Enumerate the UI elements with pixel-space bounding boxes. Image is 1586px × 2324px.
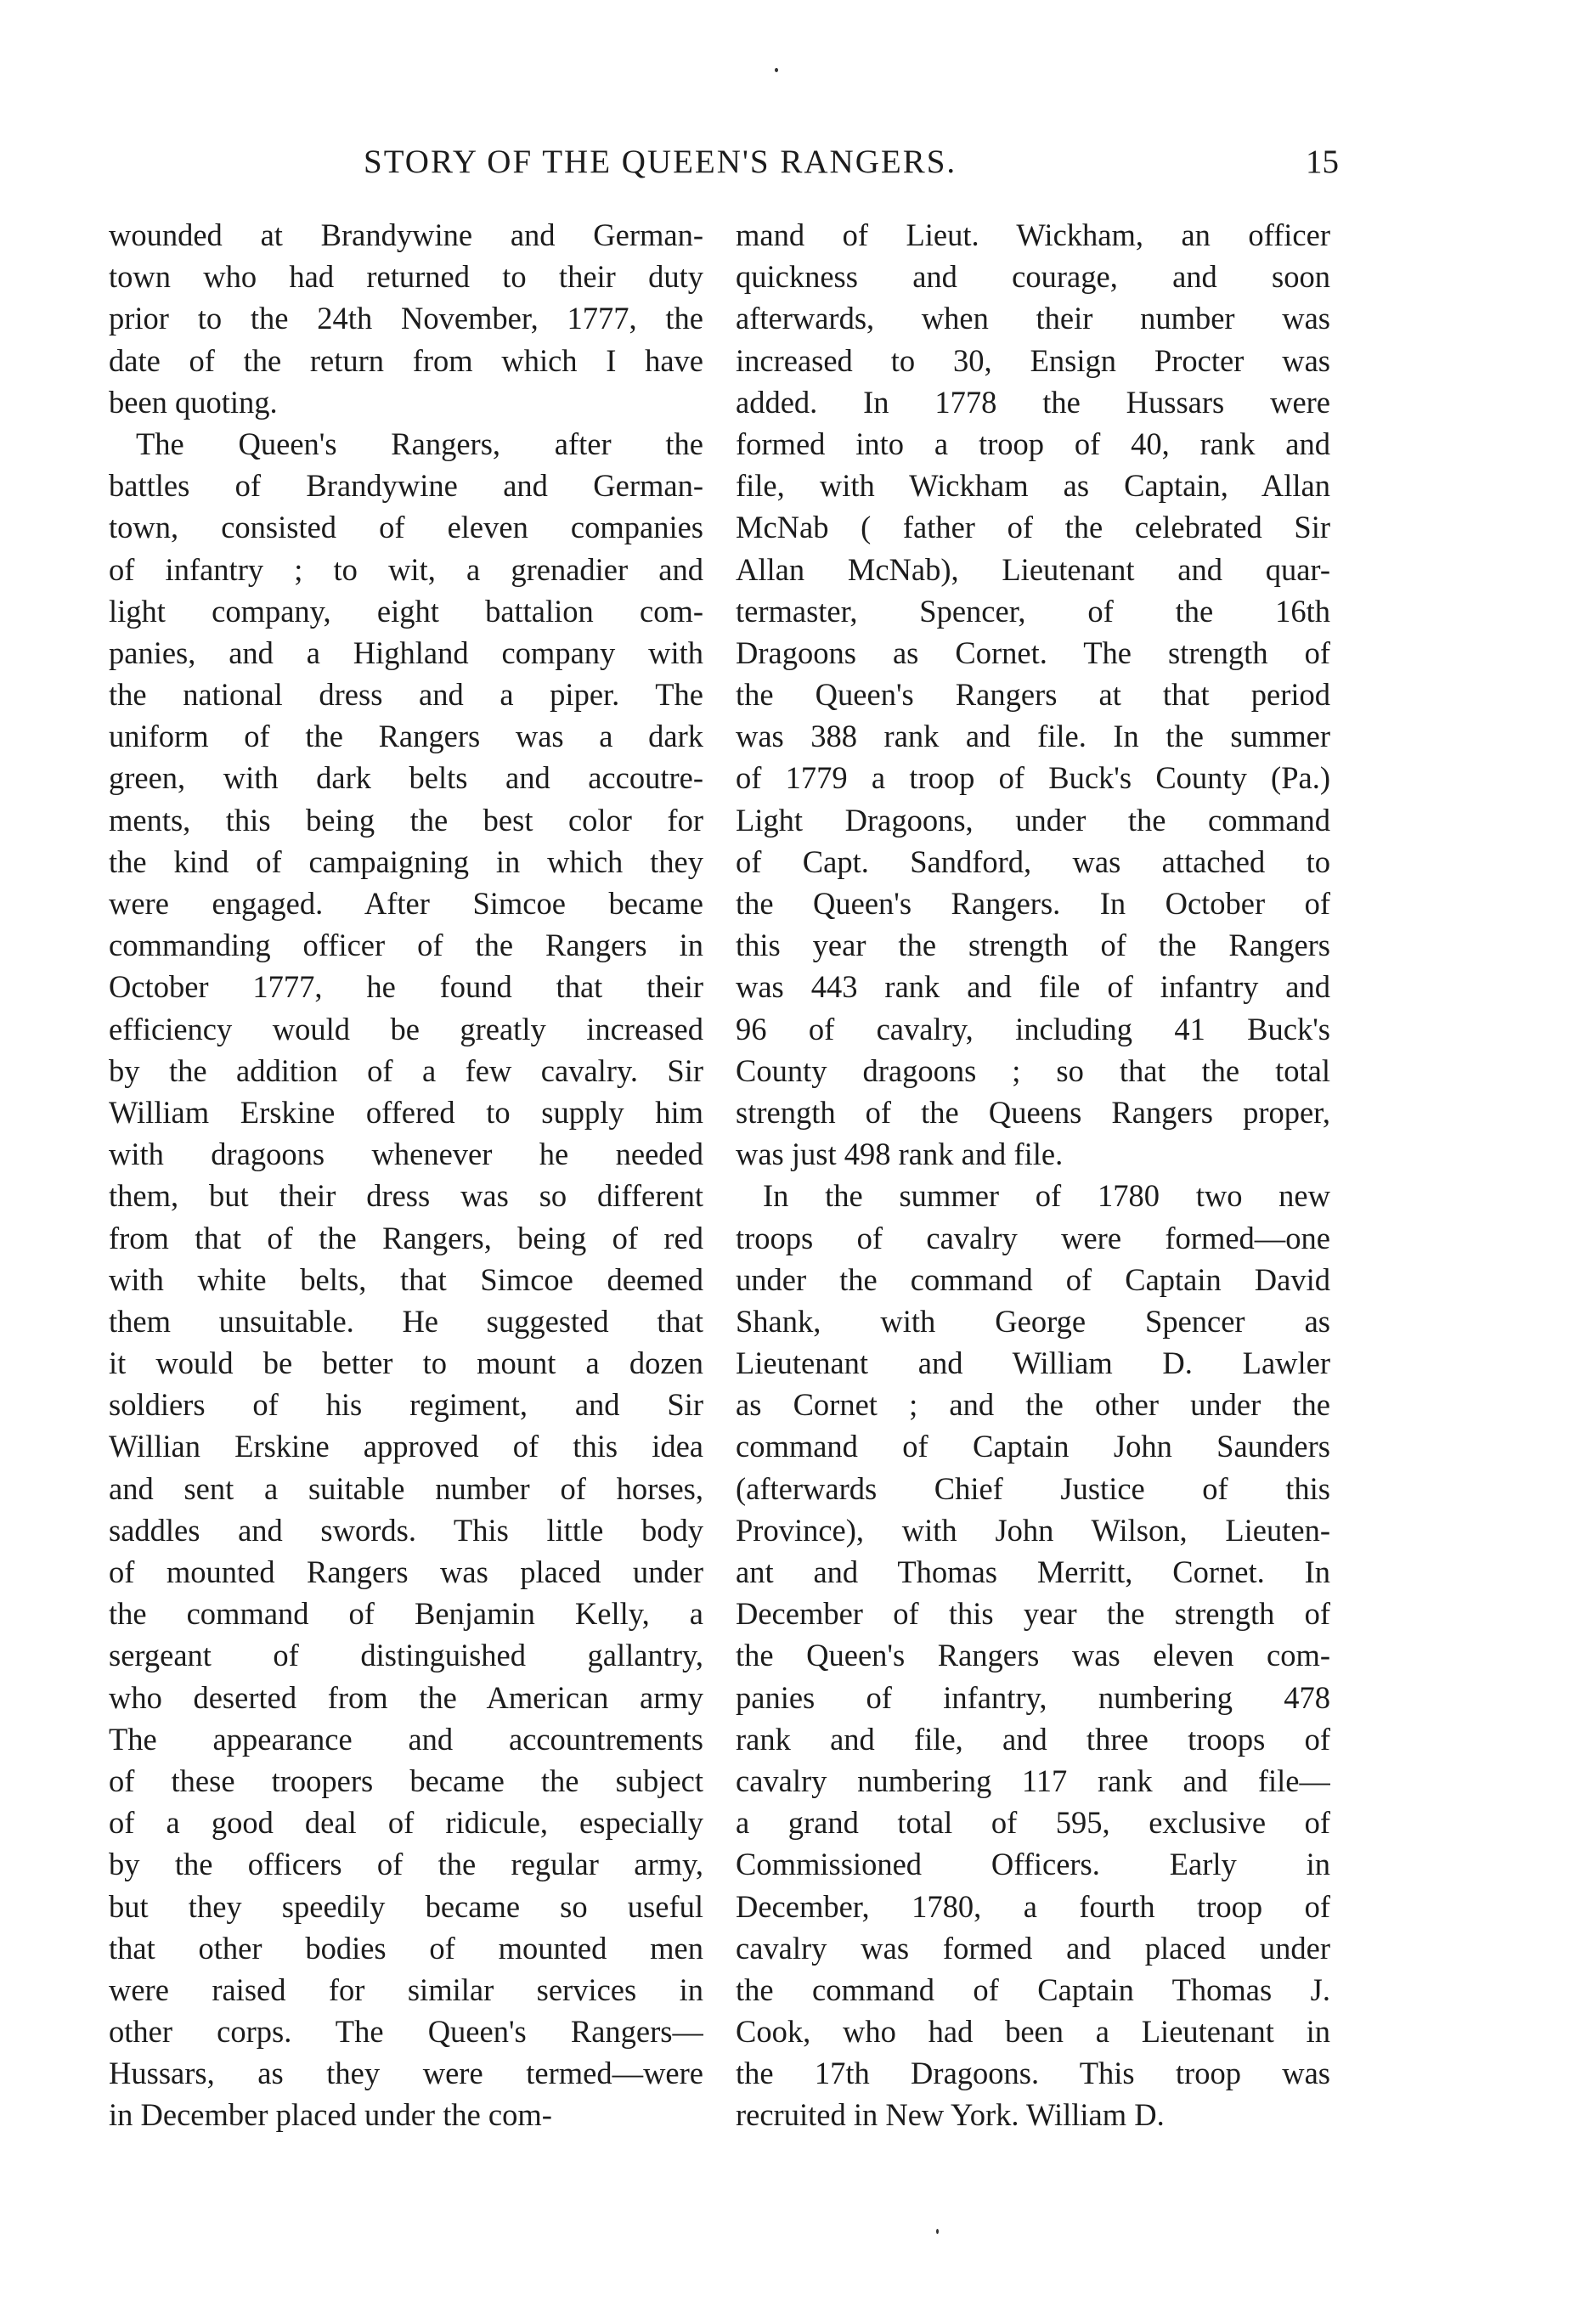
text-line: the Queen's Rangers was eleven com- bbox=[736, 1638, 1330, 1673]
text-line: by the addition of a few cavalry. Sir bbox=[109, 1052, 703, 1088]
text-line: panies, and a Highland company with bbox=[109, 635, 703, 670]
text-line: as Cornet ; and the other under the bbox=[736, 1387, 1330, 1423]
text-line: other corps. The Queen's Rangers— bbox=[109, 2014, 703, 2050]
text-line: panies of infantry, numbering 478 bbox=[736, 1679, 1330, 1715]
text-line: Dragoons as Cornet. The strength of bbox=[736, 635, 1330, 670]
text-line: ments, this being the best color for bbox=[109, 802, 703, 838]
text-line: green, with dark belts and accoutre- bbox=[109, 760, 703, 796]
text-line: the Queen's Rangers at that period bbox=[736, 677, 1330, 713]
text-line: was 388 rank and file. In the summer bbox=[736, 719, 1330, 754]
text-line: who deserted from the American army bbox=[109, 1679, 703, 1715]
text-line: light company, eight battalion com- bbox=[109, 593, 703, 629]
text-line: the command of Benjamin Kelly, a bbox=[109, 1596, 703, 1632]
text-line: were raised for similar services in bbox=[109, 1971, 703, 2007]
text-line: formed into a troop of 40, rank and bbox=[736, 426, 1330, 461]
text-line: the Queen's Rangers. In October of bbox=[736, 886, 1330, 921]
text-line: them unsuitable. He suggested that bbox=[109, 1303, 703, 1339]
text-column-right bbox=[736, 214, 1330, 2136]
text-line: been quoting. bbox=[109, 384, 278, 420]
text-line: but they speedily became so useful bbox=[109, 1888, 703, 1924]
text-line: file, with Wickham as Captain, Allan bbox=[736, 468, 1330, 504]
text-line: by the officers of the regular army, bbox=[109, 1847, 703, 1882]
text-line: strength of the Queens Rangers proper, bbox=[736, 1094, 1330, 1130]
text-line: command of Captain John Saunders bbox=[736, 1429, 1330, 1464]
text-line: a grand total of 595, exclusive of bbox=[736, 1805, 1330, 1841]
text-line: The Queen's Rangers, after the bbox=[136, 426, 703, 461]
text-line: Cook, who had been a Lieutenant in bbox=[736, 2014, 1330, 2050]
text-line: Province), with John Wilson, Lieuten- bbox=[736, 1512, 1330, 1548]
text-line: of infantry ; to wit, a grenadier and bbox=[109, 551, 703, 587]
text-line: of these troopers became the subject bbox=[109, 1763, 703, 1798]
text-line: of mounted Rangers was placed under bbox=[109, 1554, 703, 1589]
text-line: quickness and courage, and soon bbox=[736, 259, 1330, 295]
text-line: was just 498 rank and file. bbox=[736, 1137, 1064, 1172]
text-line: December, 1780, a fourth troop of bbox=[736, 1888, 1330, 1924]
page-header bbox=[109, 143, 1339, 194]
ink-speck bbox=[936, 2229, 939, 2234]
text-line: Shank, with George Spencer as bbox=[736, 1303, 1330, 1339]
text-line: Light Dragoons, under the command bbox=[736, 802, 1330, 838]
text-line: under the command of Captain David bbox=[736, 1261, 1330, 1297]
text-line: The appearance and accountrements bbox=[109, 1721, 703, 1757]
text-line: efficiency would be greatly increased bbox=[109, 1011, 703, 1046]
running-title: STORY OF THE QUEEN'S RANGERS. bbox=[364, 144, 957, 180]
text-line: the 17th Dragoons. This troop was bbox=[736, 2056, 1330, 2091]
text-line: 96 of cavalry, including 41 Buck's bbox=[736, 1011, 1330, 1046]
text-line: the national dress and a piper. The bbox=[109, 677, 703, 713]
text-column-left bbox=[109, 214, 703, 2136]
text-line: Allan McNab), Lieutenant and quar- bbox=[736, 551, 1330, 587]
text-line: them, but their dress was so different bbox=[109, 1178, 703, 1214]
text-line: date of the return from which I have bbox=[109, 342, 703, 378]
text-line: it would be better to mount a dozen bbox=[109, 1345, 703, 1381]
text-line: with dragoons whenever he needed bbox=[109, 1137, 703, 1172]
page-number: 15 bbox=[1306, 144, 1339, 180]
text-line: William Erskine offered to supply him bbox=[109, 1094, 703, 1130]
text-line: Commissioned Officers. Early in bbox=[736, 1847, 1330, 1882]
text-line: in December placed under the com- bbox=[109, 2097, 552, 2133]
text-line: In the summer of 1780 two new bbox=[763, 1178, 1330, 1214]
text-line: battles of Brandywine and German- bbox=[109, 468, 703, 504]
text-line: cavalry was formed and placed under bbox=[736, 1930, 1330, 1966]
text-line: sergeant of distinguished gallantry, bbox=[109, 1638, 703, 1673]
text-line: Willian Erskine approved of this idea bbox=[109, 1429, 703, 1464]
text-line: of 1779 a troop of Buck's County (Pa.) bbox=[736, 760, 1330, 796]
text-line: ant and Thomas Merritt, Cornet. In bbox=[736, 1554, 1330, 1589]
text-line: recruited in New York. William D. bbox=[736, 2097, 1165, 2133]
text-line: of a good deal of ridicule, especially bbox=[109, 1805, 703, 1841]
text-line: added. In 1778 the Hussars were bbox=[736, 384, 1330, 420]
text-line: town who had returned to their duty bbox=[109, 259, 703, 295]
text-line: troops of cavalry were formed—one bbox=[736, 1220, 1330, 1255]
text-line: wounded at Brandywine and German- bbox=[109, 217, 703, 252]
text-line: McNab ( father of the celebrated Sir bbox=[736, 510, 1330, 545]
text-line: County dragoons ; so that the total bbox=[736, 1052, 1330, 1088]
text-line: saddles and swords. This little body bbox=[109, 1512, 703, 1548]
text-line: and sent a suitable number of horses, bbox=[109, 1470, 703, 1506]
text-line: the kind of campaigning in which they bbox=[109, 843, 703, 879]
text-line: with white belts, that Simcoe deemed bbox=[109, 1261, 703, 1297]
text-line: the command of Captain Thomas J. bbox=[736, 1971, 1330, 2007]
text-line: town, consisted of eleven companies bbox=[109, 510, 703, 545]
text-line: October 1777, he found that their bbox=[109, 969, 703, 1005]
text-line: prior to the 24th November, 1777, the bbox=[109, 301, 703, 336]
text-line: this year the strength of the Rangers bbox=[736, 928, 1330, 963]
text-line: were engaged. After Simcoe became bbox=[109, 886, 703, 921]
text-line: from that of the Rangers, being of red bbox=[109, 1220, 703, 1255]
text-line: (afterwards Chief Justice of this bbox=[736, 1470, 1330, 1506]
text-line: of Capt. Sandford, was attached to bbox=[736, 843, 1330, 879]
text-line: rank and file, and three troops of bbox=[736, 1721, 1330, 1757]
text-line: afterwards, when their number was bbox=[736, 301, 1330, 336]
text-line: cavalry numbering 117 rank and file— bbox=[736, 1763, 1330, 1798]
text-line: termaster, Spencer, of the 16th bbox=[736, 593, 1330, 629]
text-line: commanding officer of the Rangers in bbox=[109, 928, 703, 963]
text-line: December of this year the strength of bbox=[736, 1596, 1330, 1632]
text-line: was 443 rank and file of infantry and bbox=[736, 969, 1330, 1005]
text-line: soldiers of his regiment, and Sir bbox=[109, 1387, 703, 1423]
text-line: Lieutenant and William D. Lawler bbox=[736, 1345, 1330, 1381]
ink-speck bbox=[775, 68, 778, 72]
text-line: increased to 30, Ensign Procter was bbox=[736, 342, 1330, 378]
text-line: mand of Lieut. Wickham, an officer bbox=[736, 217, 1330, 252]
text-line: that other bodies of mounted men bbox=[109, 1930, 703, 1966]
text-line: uniform of the Rangers was a dark bbox=[109, 719, 703, 754]
text-line: Hussars, as they were termed—were bbox=[109, 2056, 703, 2091]
